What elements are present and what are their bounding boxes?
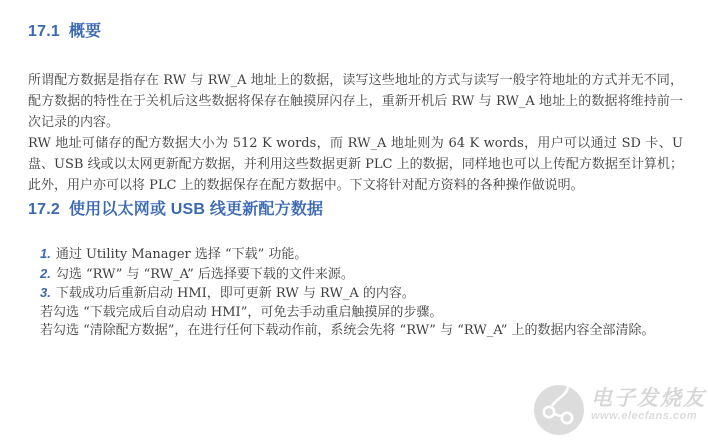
note-clear-recipe: 若勾选 “清除配方数据”，在进行任何下载动作前，系统会先将 “RW” 与 “RW_A” 上的数据内容全部清除。 xyxy=(40,323,655,338)
watermark-text xyxy=(591,382,706,423)
watermark-brand: 电子发烧友 xyxy=(591,387,706,410)
section-17-2-heading xyxy=(28,196,683,219)
watermark-url: www.elecfans.com xyxy=(591,410,698,422)
watermark xyxy=(532,382,706,440)
section-title: 使用以太网或 USB 线更新配方数据 xyxy=(68,201,324,218)
section-number: 17.1 xyxy=(28,23,60,40)
section-17-1-heading xyxy=(28,18,683,41)
paragraph-overview-2: RW 地址可储存的配方数据大小为 512 K words，而 RW_A 地址则为 64 K words，用户可以通过 SD 卡、U 盘、USB 线或以太网更新配方数据，并利用这些数据更新 PLC 上的数据，同样地也可以上传配方数据至计算机；此外，用户亦可以将 PLC 上的数据保存在配方数据中。下文将针对配方资料的各种操作做说明。 xyxy=(28,136,683,193)
step-item-2 xyxy=(40,265,683,285)
paragraph-overview-1: 所谓配方数据是指存在 RW 与 RW_A 地址上的数据，读写这些地址的方式与读写一般字符地址的方式并无不同，配方数据的特性在于关机后这些数据将保存在触摸屏闪存上，重新开机后 RW 与 RW_A 地址上的数据将维持前一次记录的内容。 xyxy=(28,73,683,130)
step-text: 下载成功后重新启动 HMI，即可更新 RW 与 RW_A 的内容。 xyxy=(55,286,415,301)
step-number: 1. xyxy=(40,246,51,261)
section-number: 17.2 xyxy=(28,201,60,218)
step-number: 2. xyxy=(40,265,51,281)
step-item-3 xyxy=(40,284,683,304)
steps-list xyxy=(40,245,683,341)
section-title: 概要 xyxy=(68,23,102,40)
step-text: 勾选 “RW” 与 “RW_A” 后选择要下载的文件来源。 xyxy=(55,266,354,282)
elecfans-logo-icon xyxy=(532,382,586,440)
step-text: 通过 Utility Manager 选择 “下载” 功能。 xyxy=(55,247,308,262)
step-item-1 xyxy=(40,245,683,265)
step-number: 3. xyxy=(40,285,51,300)
note-auto-restart: 若勾选 “下载完成后自动启动 HMI”，可免去手动重启触摸屏的步骤。 xyxy=(40,304,443,320)
